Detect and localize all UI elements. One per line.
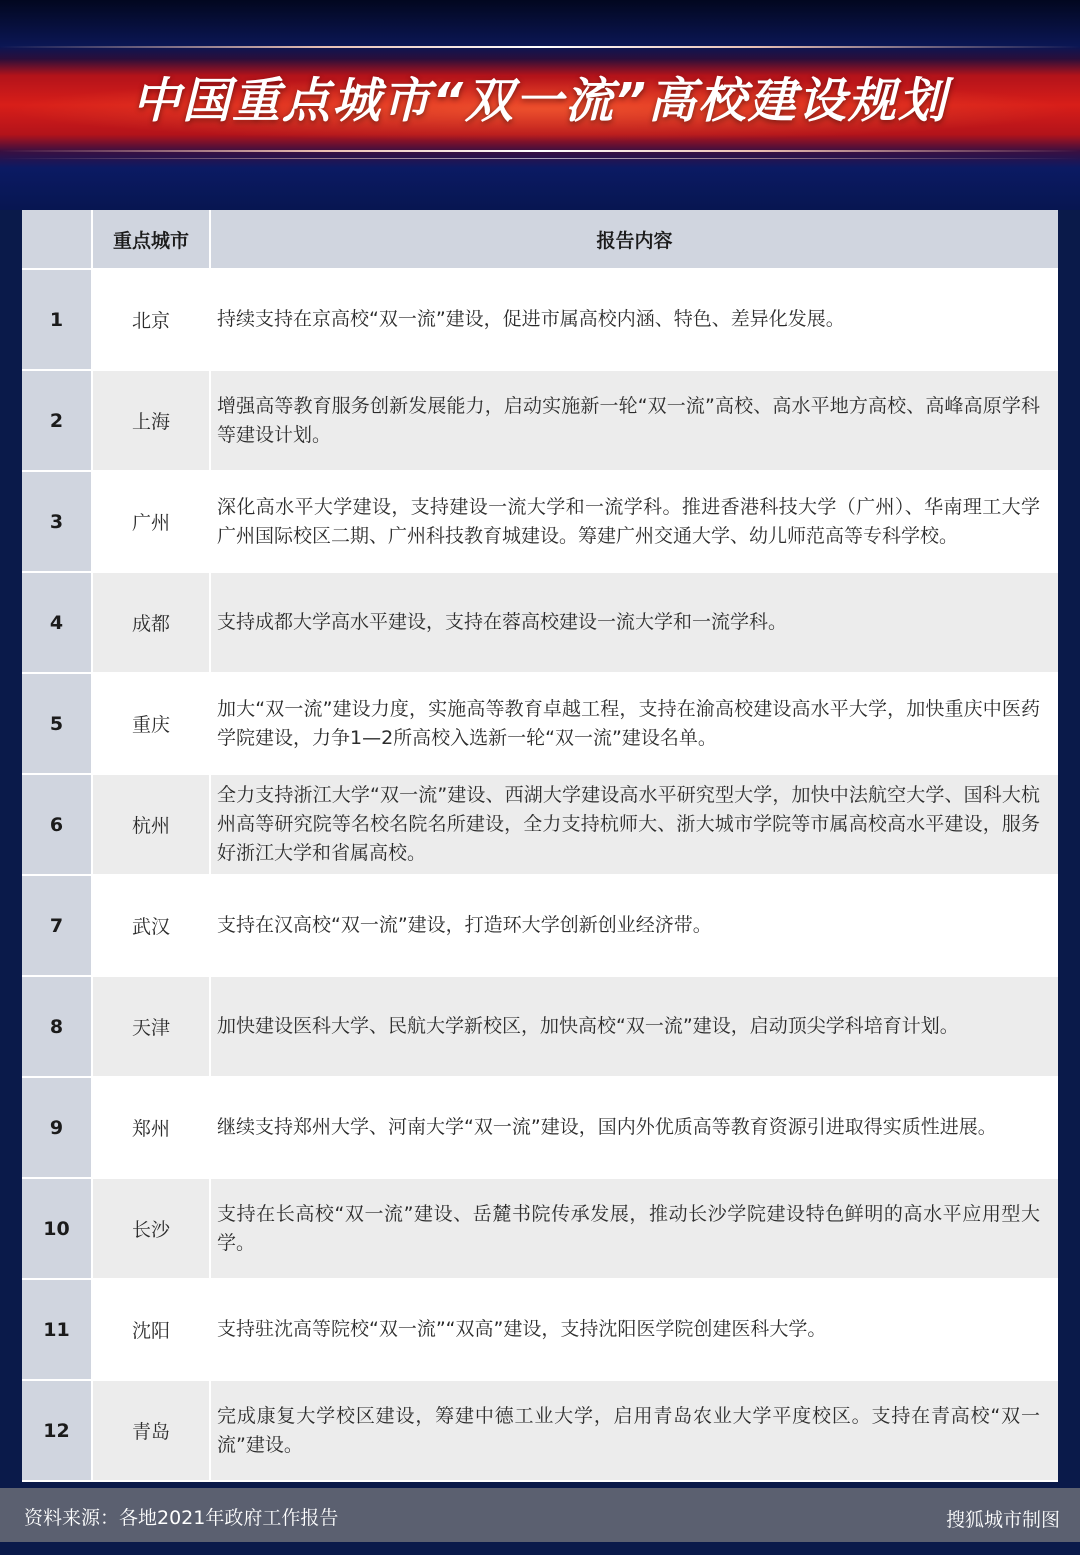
light-streak: [0, 150, 1080, 152]
row-content: 继续支持郑州大学、河南大学“双一流”建设，国内外优质高等教育资源引进取得实质性进展。: [210, 1077, 1058, 1178]
row-city: 沈阳: [92, 1279, 210, 1380]
table-row: [22, 370, 1058, 471]
row-city: 长沙: [92, 1178, 210, 1279]
page-title: 中国重点城市“双一流”高校建设规划: [132, 73, 948, 129]
table-row: [22, 774, 1058, 875]
row-city: 广州: [92, 471, 210, 572]
row-content: 加快建设医科大学、民航大学新校区，加快高校“双一流”建设，启动顶尖学科培育计划。: [210, 976, 1058, 1077]
table-header-row: [22, 210, 1058, 269]
row-number: 4: [22, 572, 92, 673]
row-content: 支持在汉高校“双一流”建设，打造环大学创新创业经济带。: [210, 875, 1058, 976]
light-streak: [0, 158, 1080, 159]
row-number: 6: [22, 774, 92, 875]
table-row: [22, 976, 1058, 1077]
row-content: 全力支持浙江大学“双一流”建设、西湖大学建设高水平研究型大学，加快中法航空大学、国科大杭州高等研究院等名校名院名所建设，全力支持杭师大、浙大城市学院等市属高校高水平建设，服务好浙江大学和省属高校。: [210, 774, 1058, 875]
table-row: [22, 1279, 1058, 1380]
table-row: [22, 1178, 1058, 1279]
table-row: [22, 875, 1058, 976]
row-city: 天津: [92, 976, 210, 1077]
header-content: 报告内容: [210, 210, 1058, 269]
credit-note: 搜狐城市制图: [945, 1509, 1060, 1531]
table-row: [22, 673, 1058, 774]
row-city: 北京: [92, 269, 210, 370]
row-city: 青岛: [92, 1380, 210, 1481]
row-city: 郑州: [92, 1077, 210, 1178]
row-city: 上海: [92, 370, 210, 471]
table-row: [22, 471, 1058, 572]
footer-bar: [0, 1488, 1080, 1542]
row-content: 增强高等教育服务创新发展能力，启动实施新一轮“双一流”高校、高水平地方高校、高峰高原学科等建设计划。: [210, 370, 1058, 471]
row-content: 深化高水平大学建设，支持建设一流大学和一流学科。推进香港科技大学（广州）、华南理工大学广州国际校区二期、广州科技教育城建设。筹建广州交通大学、幼儿师范高等专科学校。: [210, 471, 1058, 572]
row-number: 12: [22, 1380, 92, 1481]
row-city: 杭州: [92, 774, 210, 875]
header-city: 重点城市: [92, 210, 210, 269]
row-number: 7: [22, 875, 92, 976]
table-row: [22, 1077, 1058, 1178]
row-city: 重庆: [92, 673, 210, 774]
row-content: 支持在长高校“双一流”建设、岳麓书院传承发展，推动长沙学院建设特色鲜明的高水平应用型大学。: [210, 1178, 1058, 1279]
light-streak: [0, 46, 1080, 48]
row-content: 完成康复大学校区建设，筹建中德工业大学，启用青岛农业大学平度校区。支持在青高校“双一流”建设。: [210, 1380, 1058, 1481]
row-number: 9: [22, 1077, 92, 1178]
table-row: [22, 1380, 1058, 1481]
row-number: 1: [22, 269, 92, 370]
title-banner: [0, 0, 1080, 210]
plan-table-panel: [22, 210, 1058, 1460]
row-content: 支持成都大学高水平建设，支持在蓉高校建设一流大学和一流学科。: [210, 572, 1058, 673]
source-note: 资料来源：各地2021年政府工作报告: [24, 1507, 339, 1529]
row-number: 5: [22, 673, 92, 774]
row-city: 武汉: [92, 875, 210, 976]
header-index: [22, 210, 92, 269]
plan-table: [22, 210, 1058, 1482]
row-content: 持续支持在京高校“双一流”建设，促进市属高校内涵、特色、差异化发展。: [210, 269, 1058, 370]
table-row: [22, 269, 1058, 370]
row-number: 10: [22, 1178, 92, 1279]
row-number: 8: [22, 976, 92, 1077]
row-number: 2: [22, 370, 92, 471]
row-number: 11: [22, 1279, 92, 1380]
row-content: 支持驻沈高等院校“双一流”“双高”建设，支持沈阳医学院创建医科大学。: [210, 1279, 1058, 1380]
row-number: 3: [22, 471, 92, 572]
row-city: 成都: [92, 572, 210, 673]
table-row: [22, 572, 1058, 673]
row-content: 加大“双一流”建设力度，实施高等教育卓越工程，支持在渝高校建设高水平大学，加快重庆中医药学院建设，力争1—2所高校入选新一轮“双一流”建设名单。: [210, 673, 1058, 774]
